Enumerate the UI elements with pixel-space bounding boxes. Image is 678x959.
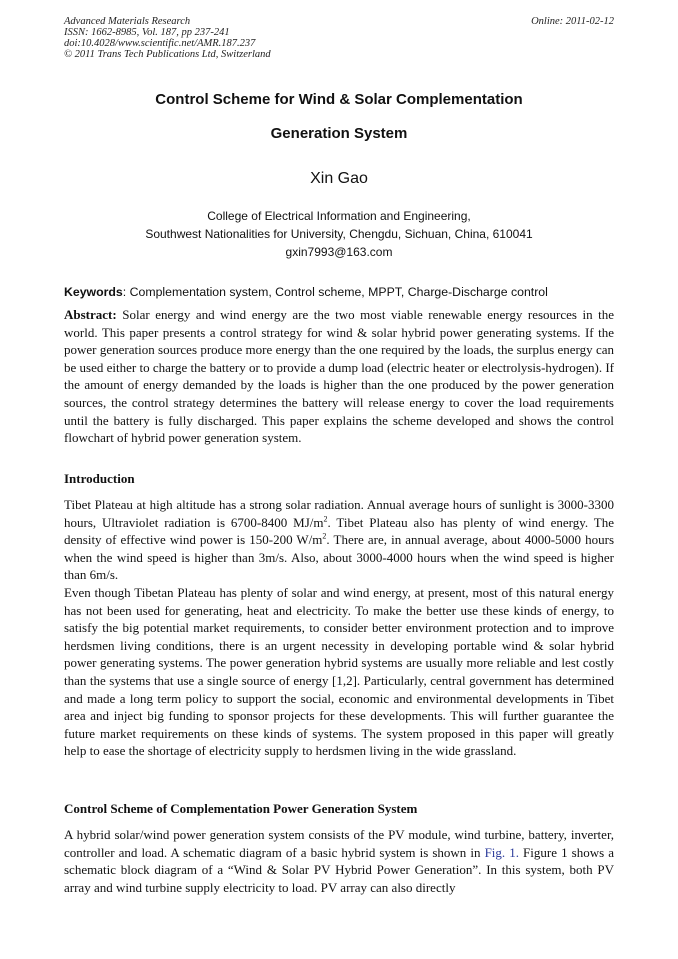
superscript: 2	[322, 531, 327, 541]
journal-header	[64, 16, 271, 60]
keywords-text: : Complementation system, Control scheme, MPPT, Charge-Discharge control	[122, 285, 548, 299]
text: A hybrid solar/wind power generation system consists of the PV module, wind turbine, battery, inverter, controller and load. A schematic diagram of a basic hybrid system is shown in	[64, 827, 614, 860]
introduction-paragraph-1	[64, 496, 614, 584]
introduction-heading: Introduction	[64, 471, 135, 486]
abstract	[64, 306, 614, 447]
superscript: 2	[323, 514, 328, 524]
online-date: Online: 2011-02-12	[531, 16, 614, 27]
figure-link[interactable]: Fig. 1.	[484, 844, 519, 860]
journal-name: Advanced Materials Research	[64, 16, 191, 27]
title-line2: Generation System	[270, 125, 408, 142]
affiliation	[0, 207, 678, 261]
issn: ISSN: 1662-8985, Vol. 187, pp 237-241	[64, 27, 230, 38]
title-line1: Control Scheme for Wind & Solar Complementation	[155, 91, 523, 108]
affiliation-line1: College of Electrical Information and Engineering,	[207, 209, 471, 223]
keywords-label: Keywords	[64, 285, 123, 299]
author: Xin Gao	[310, 170, 368, 187]
text: Figure 1 shows a schematic block diagram of a “Wind & Solar PV Hybrid Power Generation”. In this system, both PV array and wind turbine supply electricity to load. PV array can also directly	[64, 844, 614, 895]
email: gxin7993@163.com	[285, 245, 393, 259]
abstract-text: Solar energy and wind energy are the two most viable renewable energy resources in the world. This paper presents a control strategy for wind & solar hybrid power generating systems. If the power generation sources produce more energy than the one required by the loads, the surplus energy can be used either to charge the battery or to provide a dump load (electric heater or electrolysis-hydrogen). If the amount of energy demanded by the loads is higher than the one produced by the power generation sources, the control strategy determines the battery will release energy to cover the load requirements until the battery is fully discharged. This paper explains the scheme developed and shows the control flowchart of hybrid power generation system.	[64, 307, 614, 446]
keywords	[64, 285, 548, 299]
control-scheme-paragraph	[64, 826, 614, 896]
abstract-label: Abstract:	[64, 307, 117, 322]
introduction-paragraph-2: Even though Tibetan Plateau has plenty of solar and wind energy, at present, most of this natural energy has not been used for generating, heat and electricity. To make the better use these kinds of energy, to satisfy the big potential market requirements, to consider better environment protection and to improve herdsmen living conditions, there is an urgent necessity in developing portable wind & solar hybrid power generating systems. The power generation hybrid systems are usually more reliable and lest costly than the systems that use a single source of energy [1,2]. Particularly, central government has determined and made a long term policy to support the social, economic and environmental developments in Tibet area and inject big funding to sponsor projects for these developments. This will further guarantee the future market requirements on these kinds of systems. The system proposed in this paper will greatly help to ease the shortage of electricity supply to herdsmen living in the wide grassland.	[64, 585, 614, 759]
text: . There are, in annual average, about 4000-5000 hours when the wind speed is higher than 3m/s. Also, about 3000-4000 hours when the wind speed is higher than 6m/s.	[64, 532, 614, 583]
text: . Tibet Plateau also has plenty of wind energy. The density of effective wind power is 150-200 W/m	[64, 514, 614, 548]
affiliation-line2: Southwest Nationalities for University, Chengdu, Sichuan, China, 610041	[145, 227, 533, 241]
copyright: © 2011 Trans Tech Publications Ltd, Switzerland	[64, 49, 271, 60]
doi: doi:10.4028/www.scientific.net/AMR.187.237	[64, 38, 256, 49]
control-scheme-heading: Control Scheme of Complementation Power Generation System	[64, 801, 418, 816]
text: Tibet Plateau at high altitude has a strong solar radiation. Annual average hours of sunlight is 3000-3300 hours, Ultraviolet radiation is 6700-8400 MJ/m	[64, 497, 614, 530]
